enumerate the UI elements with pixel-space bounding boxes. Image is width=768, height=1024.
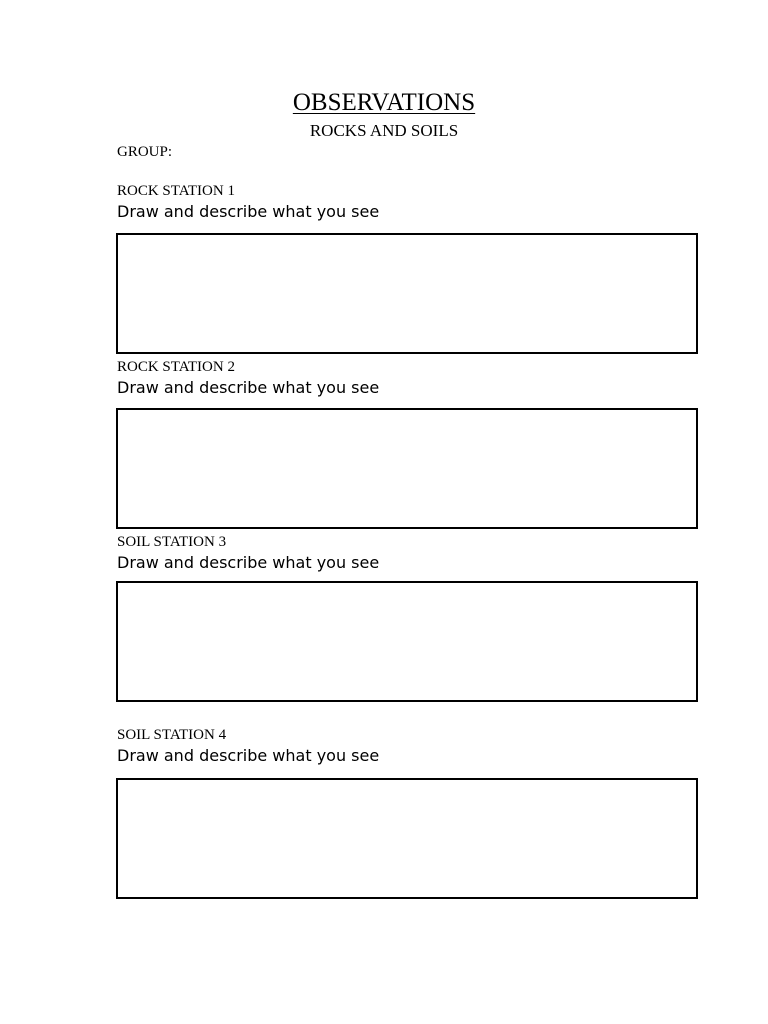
page-subtitle: ROCKS AND SOILS (309, 121, 459, 140)
station-instruction-3: Draw and describe what you see (117, 553, 380, 572)
drawing-box-4[interactable] (116, 778, 698, 899)
station-instruction-2: Draw and describe what you see (117, 378, 380, 397)
group-label: GROUP: (117, 144, 173, 160)
drawing-box-2[interactable] (116, 408, 698, 529)
page-title: OBSERVATIONS (292, 89, 476, 116)
station-label-3: SOIL STATION 3 (117, 534, 227, 550)
drawing-box-3[interactable] (116, 581, 698, 702)
station-instruction-4: Draw and describe what you see (117, 746, 380, 765)
station-label-1: ROCK STATION 1 (117, 183, 235, 199)
station-label-2: ROCK STATION 2 (117, 359, 235, 375)
station-instruction-1: Draw and describe what you see (117, 202, 380, 221)
drawing-box-1[interactable] (116, 233, 698, 354)
station-label-4: SOIL STATION 4 (117, 727, 227, 743)
